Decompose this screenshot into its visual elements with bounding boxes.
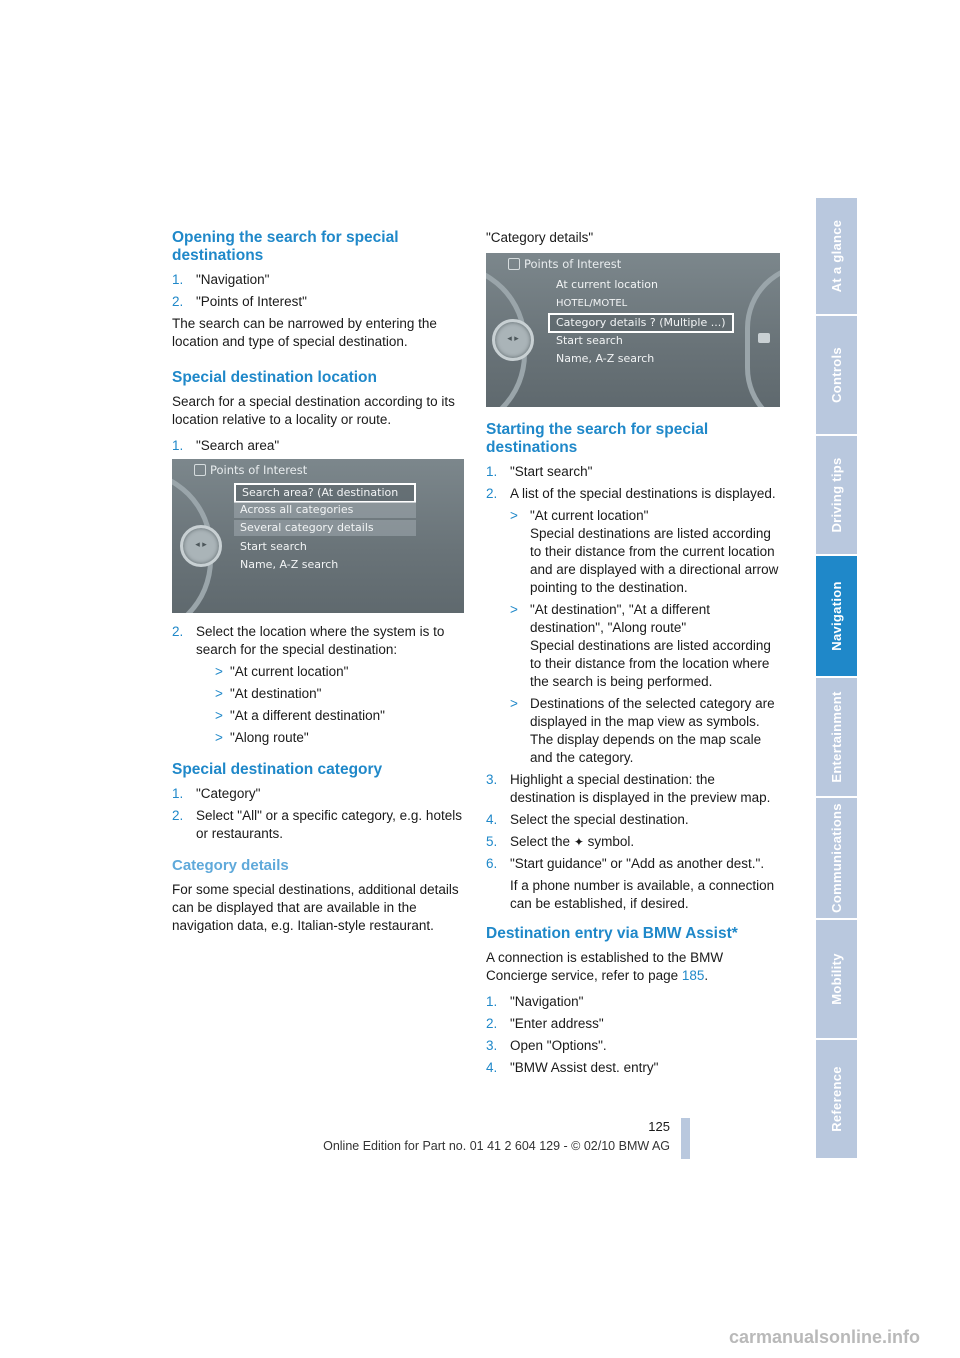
list-item: 6. "Start guidance" or "Add as another dest.".	[486, 856, 765, 871]
list-item: > Destinations of the selected category are displayed in the map view as symbols. The display depends on the map scale and the category.	[510, 696, 775, 765]
list-item: 2. A list of the special destinations is displayed.	[486, 486, 776, 501]
screen-item: Several category details	[234, 520, 416, 536]
section-title-location: Special destination location	[172, 369, 377, 386]
list-item: 1. "Start search"	[486, 464, 593, 479]
paragraph: For some special destinations, additional details can be displayed that are available in the navigation data, e.g. Italian-style restaurant.	[172, 882, 459, 933]
destination-symbol-icon: ✦	[573, 835, 584, 849]
controller-knob-icon	[180, 525, 222, 567]
tab-driving-tips[interactable]: Driving tips	[816, 436, 857, 556]
figure-label: "Category details"	[486, 230, 594, 245]
options-icon	[758, 333, 770, 343]
list-item: > "At destination"	[215, 686, 322, 701]
section-title-details: Category details	[172, 857, 289, 874]
list-item: 2. "Enter address"	[486, 1016, 604, 1031]
tab-mobility[interactable]: Mobility	[816, 920, 857, 1040]
screen-header: Points of Interest	[524, 257, 622, 271]
right-column	[486, 229, 780, 1081]
footer: Online Edition for Part no. 01 41 2 604 129 - © 02/10 BMW AG	[323, 1139, 670, 1153]
list-item: > "At a different destination"	[215, 708, 385, 723]
tab-controls[interactable]: Controls	[816, 316, 857, 436]
list-item: 2. Select "All" or a specific category, e.g. hotels or restaurants.	[172, 808, 462, 841]
list-item: 5. Select the ✦ symbol.	[486, 834, 635, 849]
page-marker	[681, 1118, 690, 1159]
screen-header: Points of Interest	[210, 463, 308, 477]
list-item: 1. "Search area"	[172, 438, 280, 453]
screen-item: Name, A-Z search	[240, 558, 339, 571]
list-item: 3. Open "Options".	[486, 1038, 607, 1053]
paragraph: Search for a special destination according to its location relative to a locality or route.	[172, 394, 455, 427]
list-item: > "At current location"	[215, 664, 349, 679]
screenshot-search-area	[172, 459, 464, 613]
left-column	[172, 229, 464, 943]
list-item: 2. Select the location where the system is to search for the special destination:	[172, 624, 445, 657]
page-number: 125	[648, 1119, 670, 1134]
list-item: > "Along route"	[215, 730, 309, 745]
tab-navigation[interactable]: Navigation	[816, 556, 857, 678]
screenshot-category-details	[486, 253, 780, 407]
list-item: 1. "Navigation"	[486, 994, 584, 1009]
screen-item: Name, A-Z search	[556, 352, 655, 365]
poi-icon	[508, 258, 520, 270]
poi-icon	[194, 464, 206, 476]
section-title-opening: Opening the search for special destinations	[172, 229, 399, 264]
page-link[interactable]: 185	[681, 968, 705, 983]
watermark: carmanualsonline.info	[728, 1327, 920, 1347]
list-item: 2. "Points of Interest"	[172, 294, 307, 309]
screen-item: At current location	[556, 278, 658, 291]
section-title-category: Special destination category	[172, 761, 383, 778]
screen-item: Across all categories	[234, 502, 416, 518]
section-title-starting: Starting the search for special destinations	[486, 421, 709, 456]
list-item: > "At destination", "At a different destination", "Along route" Special destinations are listed according to their distance from the location where the search is being performed.	[510, 602, 771, 689]
controller-knob-icon	[492, 319, 534, 361]
screen-item: Search area? (At destination	[234, 483, 416, 503]
list-item: 1. "Category"	[172, 786, 261, 801]
list-item: > "At current location" Special destinations are listed according to their distance from the current location and are displayed with a directional arrow pointing to the destination.	[510, 508, 779, 595]
screen-item: Category details ? (Multiple ...)	[548, 313, 734, 333]
list-item: 3. Highlight a special destination: the destination is displayed in the preview map.	[486, 772, 771, 805]
paragraph: The search can be narrowed by entering the location and type of special destination.	[172, 316, 437, 349]
screen-item: Start search	[240, 540, 307, 553]
tab-entertainment[interactable]: Entertainment	[816, 678, 857, 798]
screen-item: HOTEL/MOTEL	[556, 298, 628, 309]
list-item: 4. "BMW Assist dest. entry"	[486, 1060, 659, 1075]
paragraph: If a phone number is available, a connection can be established, if desired.	[510, 878, 775, 911]
list-item: 4. Select the special destination.	[486, 812, 689, 827]
list-item: 1. "Navigation"	[172, 272, 270, 287]
paragraph: A connection is established to the BMW Concierge service, refer to page 185.	[486, 950, 724, 983]
tab-communications[interactable]: Communications	[816, 798, 857, 920]
section-title-assist: Destination entry via BMW Assist*	[486, 925, 738, 942]
screen-item: Start search	[556, 334, 623, 347]
tab-at-a-glance[interactable]: At a glance	[816, 198, 857, 316]
tab-reference[interactable]: Reference	[816, 1040, 857, 1160]
